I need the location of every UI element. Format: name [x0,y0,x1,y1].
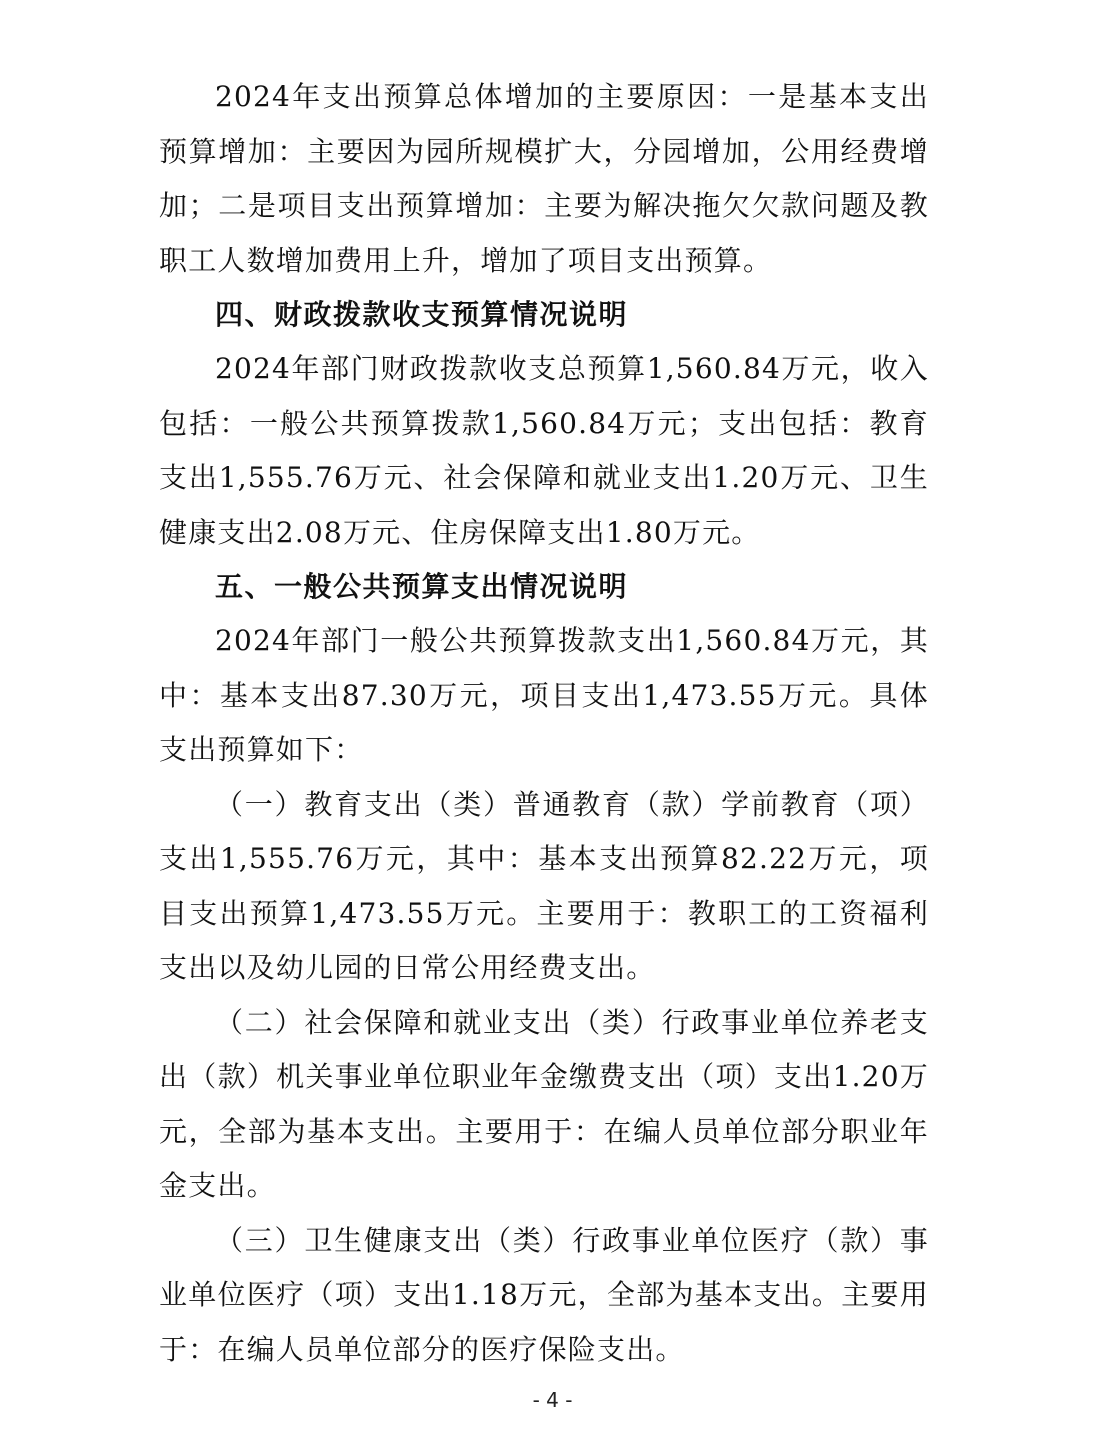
paragraph-general-public-budget-summary: 2024年部门一般公共预算拨款支出1,560.84万元，其中：基本支出87.30万元，项目支出1,473.55万元。具体支出预算如下： [159,624,929,766]
paragraph-social-security-expenditure: （二）社会保障和就业支出（类）行政事业单位养老支出（款）机关事业单位职业年金缴费支出（项）支出1.20万元，全部为基本支出。主要用于：在编人员单位部分职业年金支出。 [159,1005,929,1202]
heading-general-public-budget: 五、一般公共预算支出情况说明 [215,570,629,603]
paragraph-expenditure-increase-reasons: 2024年支出预算总体增加的主要原因：一是基本支出预算增加：主要因为园所规模扩大，分园增加，公用经费增加；二是项目支出预算增加：主要为解决拖欠欠款问题及教职工人数增加费用上升，增加了项目支出预算。 [159,80,929,277]
document-body [159,70,929,1377]
paragraph-education-expenditure: （一）教育支出（类）普通教育（款）学前教育（项）支出1,555.76万元，其中：基本支出预算82.22万元，项目支出预算1,473.55万元。主要用于：教职工的工资福利支出以及幼儿园的日常公用经费支出。 [159,787,929,984]
paragraph-health-expenditure: （三）卫生健康支出（类）行政事业单位医疗（款）事业单位医疗（项）支出1.18万元，全部为基本支出。主要用于：在编人员单位部分的医疗保险支出。 [159,1223,929,1366]
paragraph-fiscal-appropriation-summary: 2024年部门财政拨款收支总预算1,560.84万元，收入包括：一般公共预算拨款1,560.84万元；支出包括：教育支出1,555.76万元、社会保障和就业支出1.20万元、卫生健康支出2.08万元、住房保障支出1.80万元。 [159,352,929,549]
page-number: - 4 - [532,1388,573,1412]
heading-fiscal-appropriation-budget: 四、财政拨款收支预算情况说明 [215,298,629,331]
